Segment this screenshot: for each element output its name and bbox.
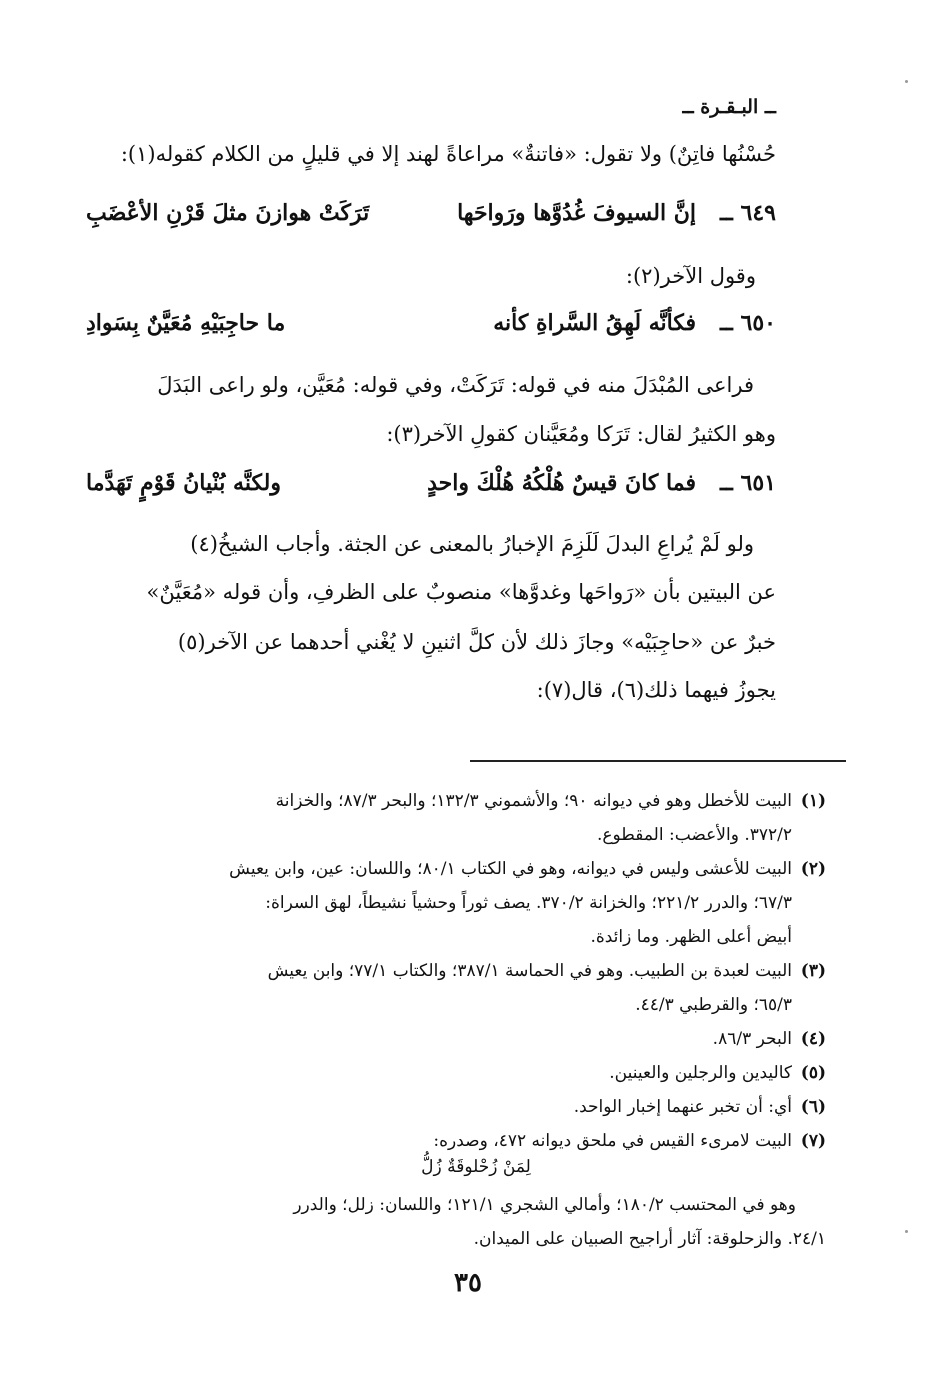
footnote-3 [116, 954, 826, 1022]
scan-speck [905, 1230, 908, 1233]
scan-speck [905, 80, 908, 83]
paragraph-line: خبرٌ عن «حاجِبَيْه» وجازَ ذلك لأن كلَّ اثنينِ لا يُغْني أحدهما عن الآخر(٥) [177, 630, 776, 654]
paragraph-line: وهو الكثيرُ لقال: تَرَكا ومُعَيَّنان كقولِ الآخر(٣): [386, 422, 776, 446]
verse-649 [86, 200, 776, 240]
footnote-text: البحر ٨٦/٣. [712, 1029, 792, 1049]
footnote-7-tail: وهو في المحتسب ١٨٠/٢؛ وأمالي الشجري ١٢١/١؛ واللسان: زلل؛ والدرر [293, 1195, 796, 1215]
footnote-1 [116, 784, 826, 852]
footnote-separator [470, 760, 846, 762]
verse-number: ٦٤٩ ــ [719, 200, 776, 226]
footnote-text: البيت للأخطل وهو في ديوانه ٩٠؛ والأشموني ١٣٢/٣؛ والبحر ٨٧/٣؛ والخزانة [275, 791, 792, 811]
verse-650 [86, 310, 776, 350]
verse-first-hemistich: فكأنَّه لَهِقُ السَّراةِ كأنه [493, 310, 696, 336]
verse-number: ٦٥١ ــ [719, 470, 776, 496]
verse-first-hemistich: إنَّ السيوفَ غُدُوَّها ورَواحَها [457, 200, 696, 226]
footnote-5 [116, 1056, 826, 1090]
footnote-7-verse: لِمَنْ زُحْلوقَةٌ زُلُّ [421, 1157, 531, 1177]
footnote-text: البيت لامرىء القيس في ملحق ديوانه ٤٧٢، وصدره: [433, 1131, 792, 1151]
footnote-text: ٦٧/٣؛ والدرر ٢٢١/٢؛ والخزانة ٣٧٠/٢. يصف ثوراً وحشياً نشيطاً، لهق السراة: [265, 893, 792, 913]
verse-first-hemistich: فما كانَ قيسٌ هُلْكُهُ هُلْكَ واحدٍ [427, 470, 696, 496]
footnote-number: (٣) [800, 961, 826, 981]
verse-number: ٦٥٠ ــ [719, 310, 776, 336]
footnote-text: كاليدين والرجلين والعينين. [609, 1063, 792, 1083]
verse-second-hemistich: ولكنَّه بُنْيانُ قَوْمٍ تَهَدَّما [86, 470, 281, 496]
footnote-number: (٢) [800, 859, 826, 879]
footnote-text: أبيض أعلى الظهر. وما زائدة. [590, 927, 792, 947]
footnote-number: (٥) [800, 1063, 826, 1083]
paragraph-line: ولو لَمْ يُراعِ البدلَ لَلَزِمَ الإخبارُ بالمعنى عن الجثة. وأجاب الشيخُ(٤) [190, 532, 754, 556]
paragraph-line: يجوزُ فيهما ذلك(٦)، قال(٧): [536, 678, 776, 702]
verse-second-hemistich: ما حاجِبَيْهِ مُعَيَّنٌ بِسَوادِ [86, 310, 286, 336]
footnote-number: (٦) [800, 1097, 826, 1117]
footnote-number: (٤) [800, 1029, 826, 1049]
intro-line: حُسْنُها فاتِنٌ) ولا تقول: «فاتنةٌ» مراعاةً لهند إلا في قليلٍ من الكلام كقوله(١): [120, 142, 776, 166]
paragraph-line: فراعى المُبْدَلَ منه في قوله: تَرَكَتْ، وفي قوله: مُعَيَّن، ولو راعى البَدَلَ [157, 373, 754, 397]
other-poet-line: وقول الآخر(٢): [625, 264, 756, 288]
verse-651 [86, 470, 776, 510]
paragraph-line: عن البيتين بأن «رَواحَها وغدوَّها» منصوبٌ على الظرفِ، وأن قوله «مُعَيَّنٌ» [146, 580, 776, 604]
footnote-text: البيت للأعشى وليس في ديوانه، وهو في الكتاب ٨٠/١؛ واللسان: عين، وابن يعيش [229, 859, 792, 879]
footnote-number: (٧) [800, 1131, 826, 1151]
footnote-text: ٣٧٢/٢. والأعضب: المقطوع. [596, 825, 792, 845]
footnote-2 [116, 852, 826, 954]
footnote-6 [116, 1090, 826, 1124]
footnote-text: البيت لعبدة بن الطبيب. وهو في الحماسة ٣٨٧/١؛ والكتاب ٧٧/١؛ وابن يعيش [267, 961, 792, 981]
footnote-text: أي: أن تخبر عنهما إخبار الواحد. [573, 1097, 792, 1117]
running-header: ــ البـقـرة ــ [682, 96, 776, 118]
footnote-text: ٦٥/٣؛ والقرطبي ٤٤/٣. [635, 995, 792, 1015]
footnote-7-tail: ٢٤/١. والزحلوقة: آثار أراجيح الصبيان على الميدان. [473, 1229, 826, 1249]
footnote-4 [116, 1022, 826, 1056]
verse-second-hemistich: تَرَكَتْ هوازنَ مثلَ قَرْنِ الأعْضَبِ [86, 200, 370, 226]
footnote-number: (١) [800, 791, 826, 811]
page-number: ٣٥ [454, 1268, 482, 1298]
